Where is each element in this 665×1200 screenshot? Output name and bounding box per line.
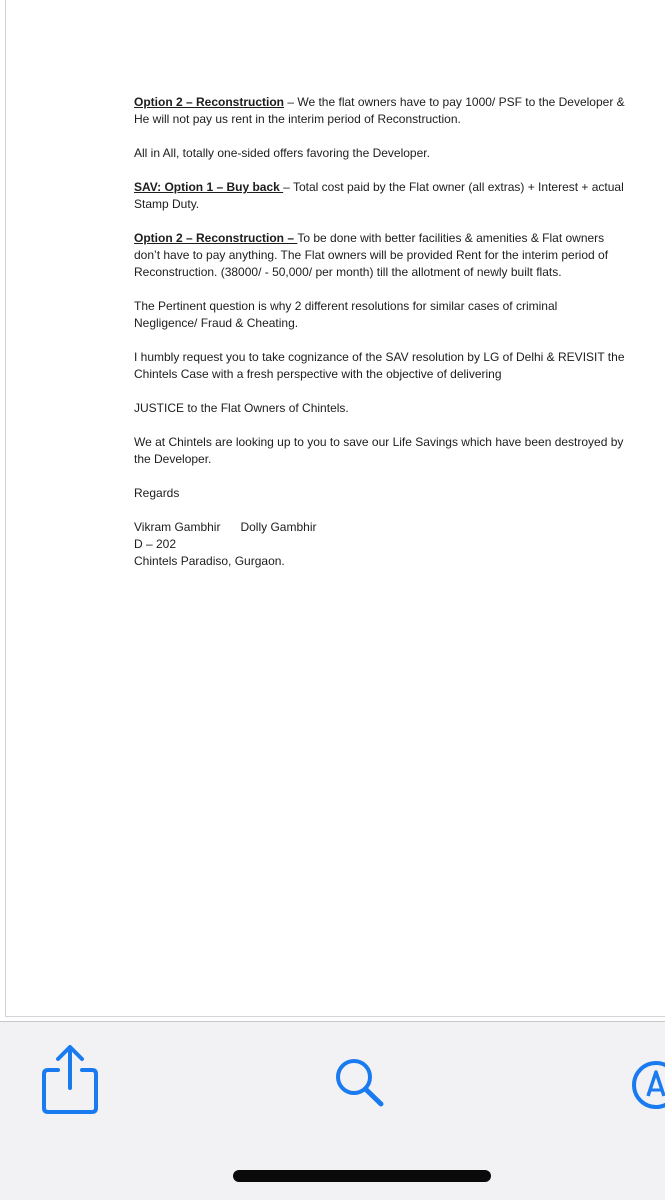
text-line: Option 2 – Reconstruction – To be done with better facilities & amenities & Flat owners: [134, 231, 605, 245]
text-line: don’t have to pay anything. The Flat owners will be provided Rent for the interim period of: [134, 248, 609, 262]
search-icon: [330, 1052, 390, 1112]
text-line: I humbly request you to take cognizance of the SAV resolution by LG of Delhi & REVISIT the: [134, 350, 625, 364]
text-line: the Developer.: [134, 452, 212, 466]
paragraph-option2-reconstruction-offer: [134, 94, 634, 128]
signature-block: [134, 519, 634, 570]
text-line: We at Chintels are looking up to you to save our Life Savings which have been destroyed by: [134, 435, 624, 449]
signature-address: Chintels Paradiso, Gurgaon.: [134, 554, 285, 568]
text-line: Option 2 – Reconstruction – We the flat owners have to pay 1000/ PSF to the Developer &: [134, 95, 625, 109]
paragraph-request: [134, 349, 634, 383]
signature-unit: D – 202: [134, 537, 177, 551]
text-line: Regards: [134, 486, 180, 500]
paragraph-summary: [134, 145, 634, 162]
text-line: He will not pay us rent in the interim period of Reconstruction.: [134, 112, 461, 126]
text-line: Reconstruction. (38000/ - 50,000/ per month) till the allotment of newly built flats.: [134, 265, 562, 279]
paragraph-sav-option1: [134, 179, 634, 213]
paragraph-justice: [134, 400, 634, 417]
text-line: All in All, totally one-sided offers favoring the Developer.: [134, 146, 430, 160]
option-label: Option 2 – Reconstruction: [134, 95, 285, 109]
home-indicator[interactable]: [233, 1170, 491, 1182]
paragraph-question: [134, 298, 634, 332]
signature-names: Vikram Gambhir Dolly Gambhir: [134, 520, 317, 534]
search-button[interactable]: [330, 1052, 390, 1112]
paragraph-sav-option2: [134, 230, 634, 281]
text-line: Negligence/ Fraud & Cheating.: [134, 316, 299, 330]
text-line: SAV: Option 1 – Buy back – Total cost paid by the Flat owner (all extras) + Interest + actual: [134, 180, 624, 194]
text-line: Chintels Case with a fresh perspective with the objective of delivering: [134, 367, 502, 381]
text-line: The Pertinent question is why 2 different resolutions for similar cases of criminal: [134, 299, 558, 313]
document-page-text: [134, 94, 634, 570]
markup-button[interactable]: [624, 1052, 665, 1112]
share-button[interactable]: [34, 1040, 106, 1118]
paragraph-savings: [134, 434, 634, 468]
text-line: JUSTICE to the Flat Owners of Chintels.: [134, 401, 349, 415]
text-line: Stamp Duty.: [134, 197, 200, 211]
markup-icon: [624, 1052, 665, 1112]
page-edge: [5, 0, 6, 1016]
page-edge-bottom: [5, 1016, 665, 1017]
option-label: SAV: Option 1 – Buy back: [134, 180, 284, 194]
paragraph-regards: [134, 485, 634, 502]
option-label: Option 2 – Reconstruction –: [134, 231, 298, 245]
share-icon: [34, 1040, 106, 1118]
